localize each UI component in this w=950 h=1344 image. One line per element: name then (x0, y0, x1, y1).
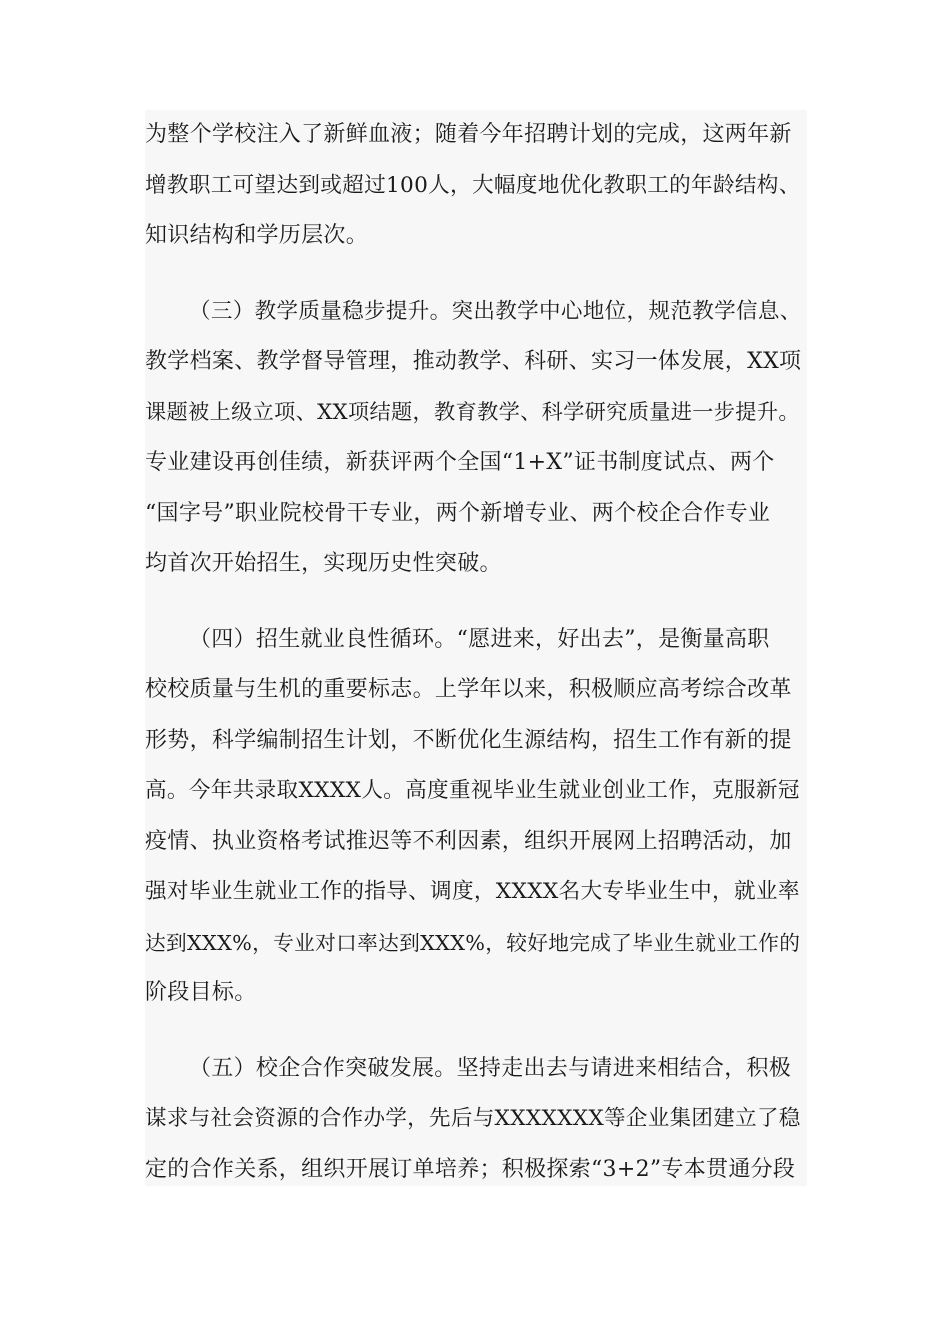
paragraph-gap (145, 590, 807, 615)
paragraph-section-3 (145, 287, 807, 590)
text-line: （四）招生就业良性循环。“愿进来，好出去”，是衡量高职 (189, 626, 770, 652)
text-line: 为整个学校注入了新鲜血液；随着今年招聘计划的完成，这两年新 (145, 122, 792, 147)
text-line: 专业建设再创佳绩，新获评两个全国“1+X”证书制度试点、两个 (145, 450, 775, 475)
text-line: 定的合作关系，组织开展订单培养；积极探索“3+2”专本贯通分段 (145, 1156, 796, 1182)
text-line: 谋求与社会资源的合作办学，先后与XXXXXXX等企业集团建立了稳 (145, 1106, 801, 1131)
text-line: （五）校企合作突破发展。坚持走出去与请进来相结合，积极 (189, 1055, 792, 1081)
text-line: “国字号”职业院校骨干专业，两个新增专业、两个校企合作专业 (145, 500, 771, 526)
text-line: 校校质量与生机的重要标志。上学年以来，积极顺应高考综合改革 (145, 677, 792, 702)
paragraph-intro-continuation (145, 110, 807, 262)
text-line: 教学档案、教学督导管理，推动教学、科研、实习一体发展，XX项 (145, 349, 802, 374)
text-line: 形势，科学编制招生计划，不断优化生源结构，招生工作有新的提 (145, 727, 792, 753)
text-line: 高。今年共录取XXXX人。高度重视毕业生就业创业工作，克服新冠 (145, 778, 800, 803)
paragraph-gap (145, 262, 807, 287)
text-line: （三）教学质量稳步提升。突出教学中心地位，规范教学信息、 (189, 298, 802, 324)
paragraph-section-5 (145, 1044, 807, 1196)
text-line: 均首次开始招生，实现历史性突破。 (145, 551, 502, 576)
text-line: 疫情、执业资格考试推迟等不利因素，组织开展网上招聘活动，加 (145, 828, 792, 854)
text-line: 增教职工可望达到或超过100人，大幅度地优化教职工的年龄结构、 (145, 172, 801, 198)
text-line: 达到XXX%，专业对口率达到XXX%，较好地完成了毕业生就业工作的 (145, 930, 801, 955)
paragraph-gap (145, 1019, 807, 1044)
text-line: 知识结构和学历层次。 (145, 223, 369, 248)
text-line: 课题被上级立项、XX项结题，教育教学、科学研究质量进一步提升。 (145, 399, 800, 425)
text-line: 阶段目标。 (145, 980, 257, 1005)
text-body (145, 110, 807, 1186)
text-line: 强对毕业生就业工作的指导、调度，XXXX名大专毕业生中，就业率 (145, 879, 800, 904)
paragraph-section-4 (145, 615, 807, 1019)
